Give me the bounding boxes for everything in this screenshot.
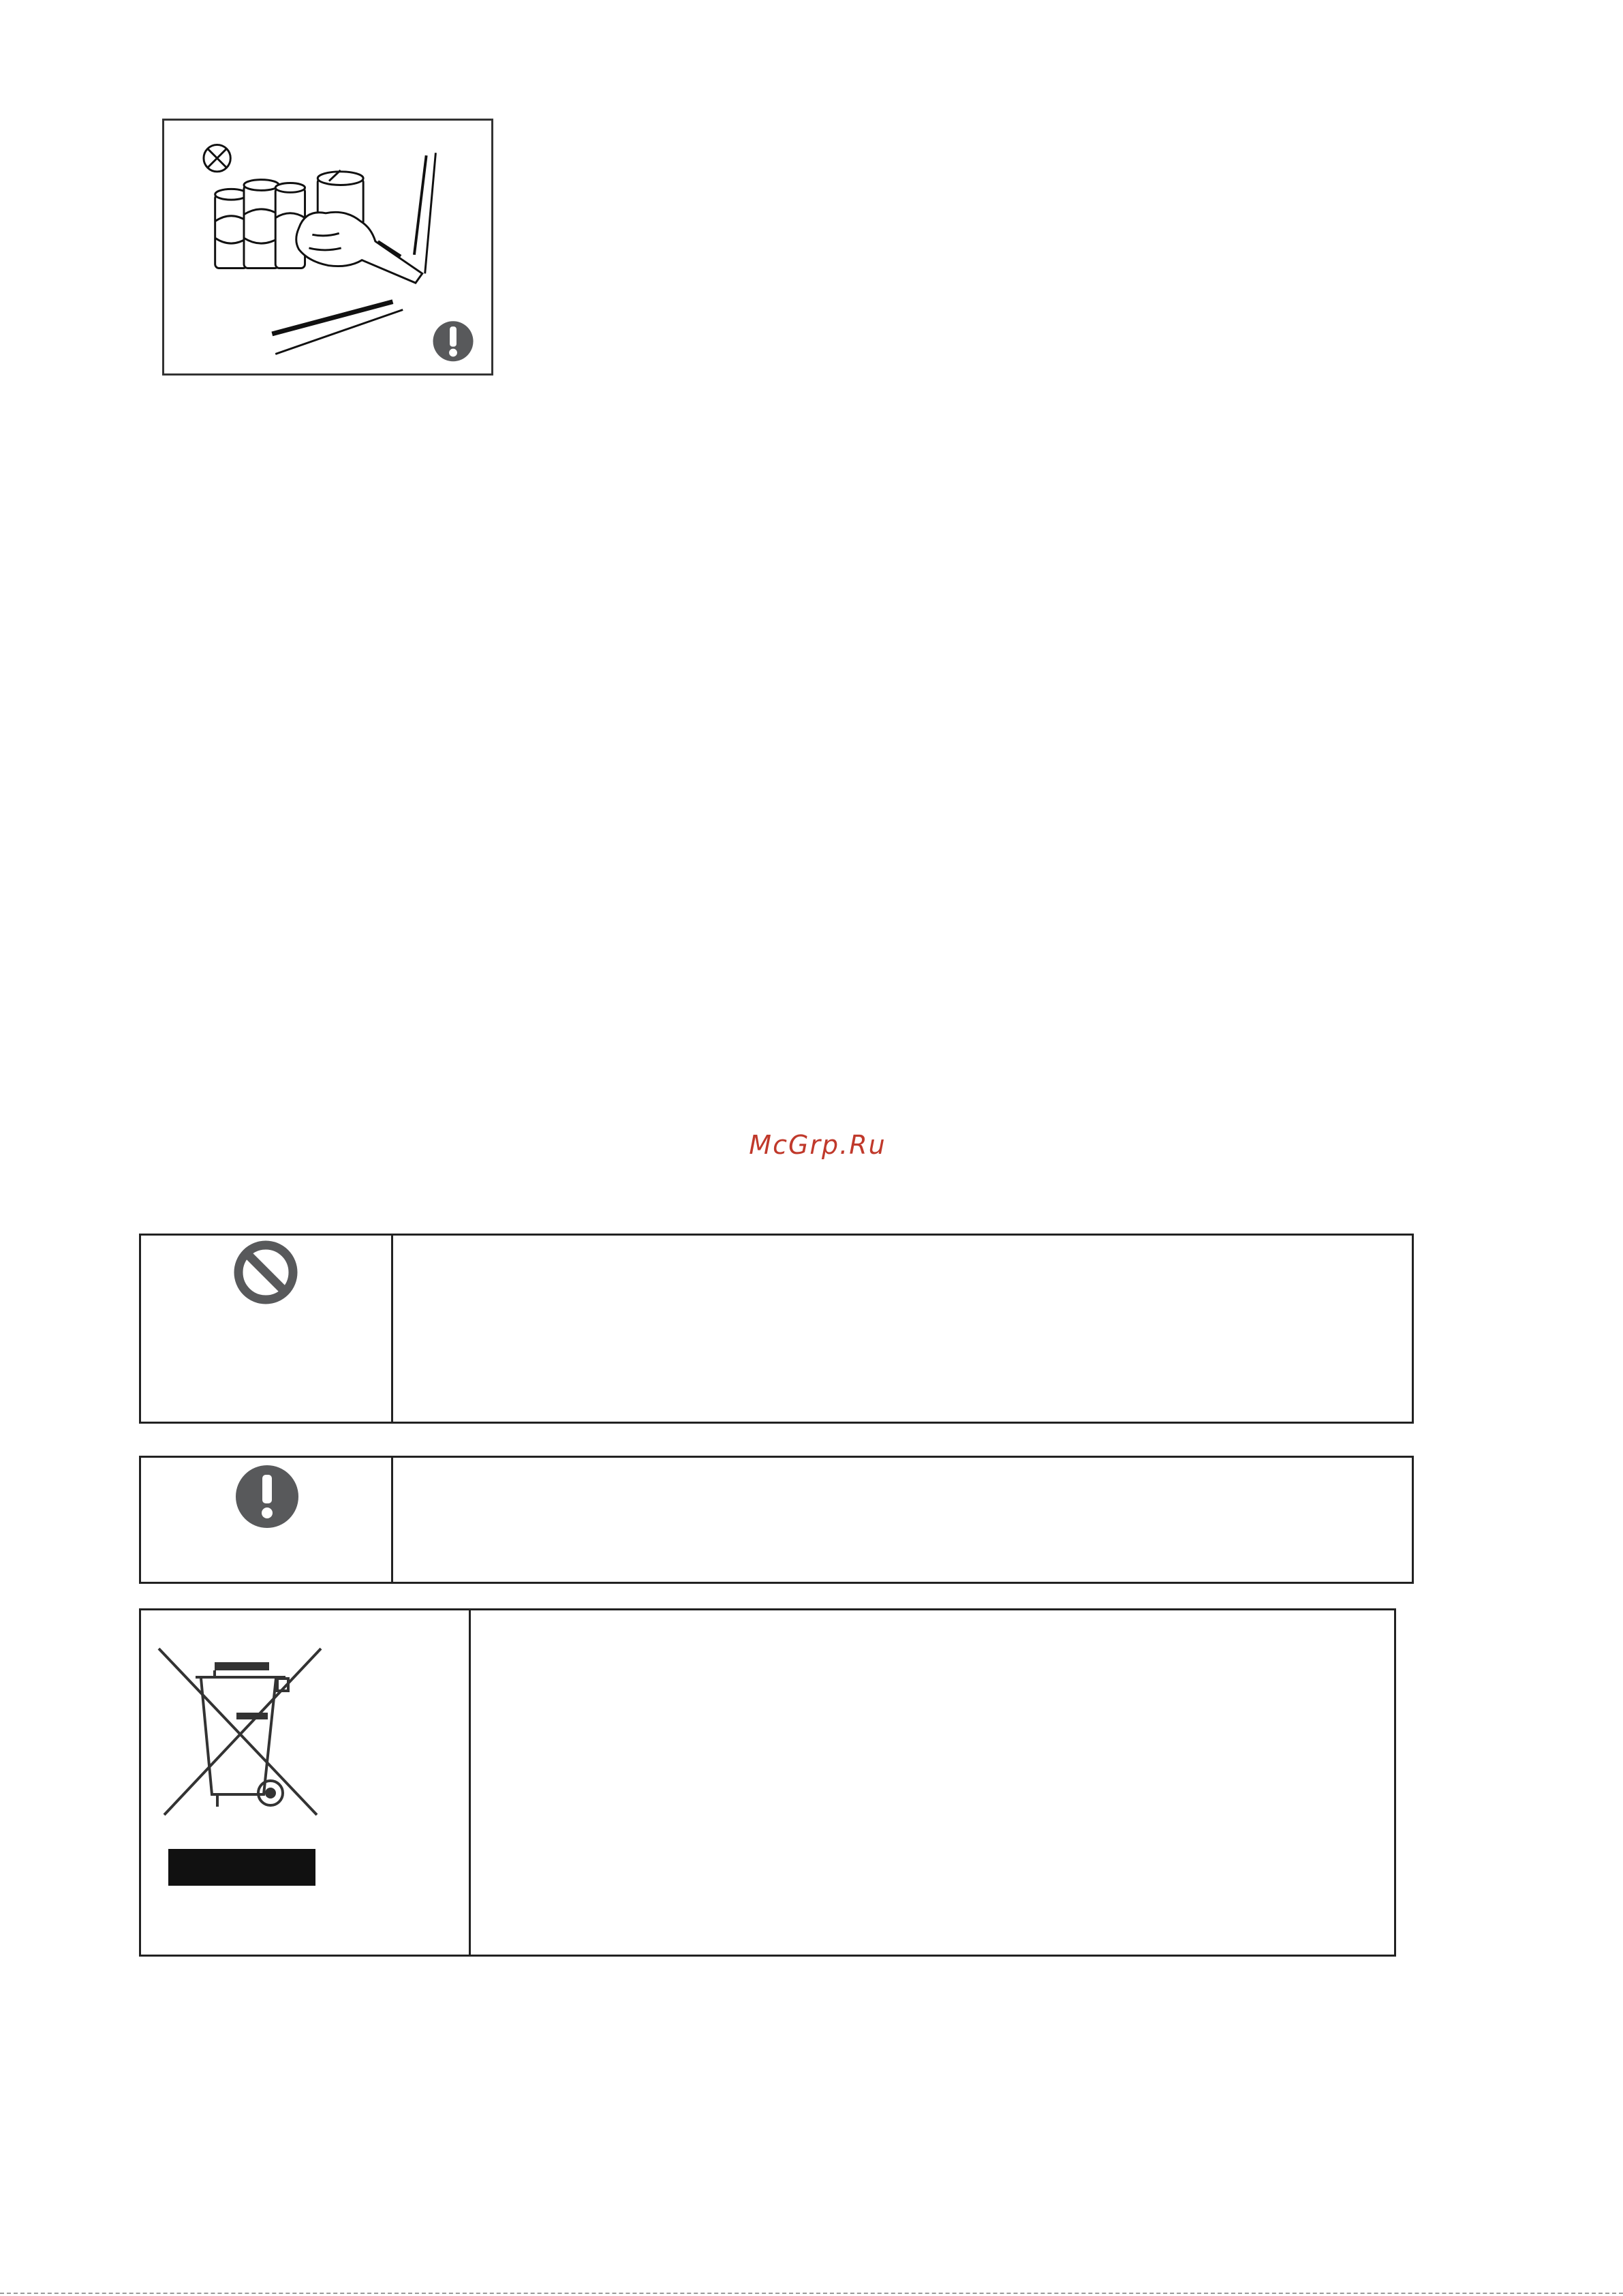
notice-mandatory (139, 1456, 1414, 1584)
crossed-out-wheelie-bin-icon (141, 1610, 469, 1955)
notice-disposal (139, 1608, 1396, 1957)
notice-icon-cell (141, 1236, 391, 1422)
hand-icon (296, 212, 422, 283)
warning-illustration (162, 119, 493, 376)
notice-icon-cell (141, 1458, 391, 1582)
prohibition-icon (141, 1236, 391, 1422)
exclamation-badge-icon (433, 321, 474, 361)
cans-hand-drawing (164, 121, 491, 373)
notice-text (393, 1458, 1412, 1582)
page-edge-line (0, 2293, 1623, 2295)
exclamation-icon (141, 1458, 391, 1582)
notice-prohibition (139, 1234, 1414, 1424)
crossed-circle-icon (204, 144, 230, 171)
watermark-text: McGrp.Ru (749, 1130, 886, 1160)
notice-text (471, 1610, 1394, 1955)
notice-text (393, 1236, 1412, 1422)
notice-icon-cell (141, 1610, 469, 1955)
